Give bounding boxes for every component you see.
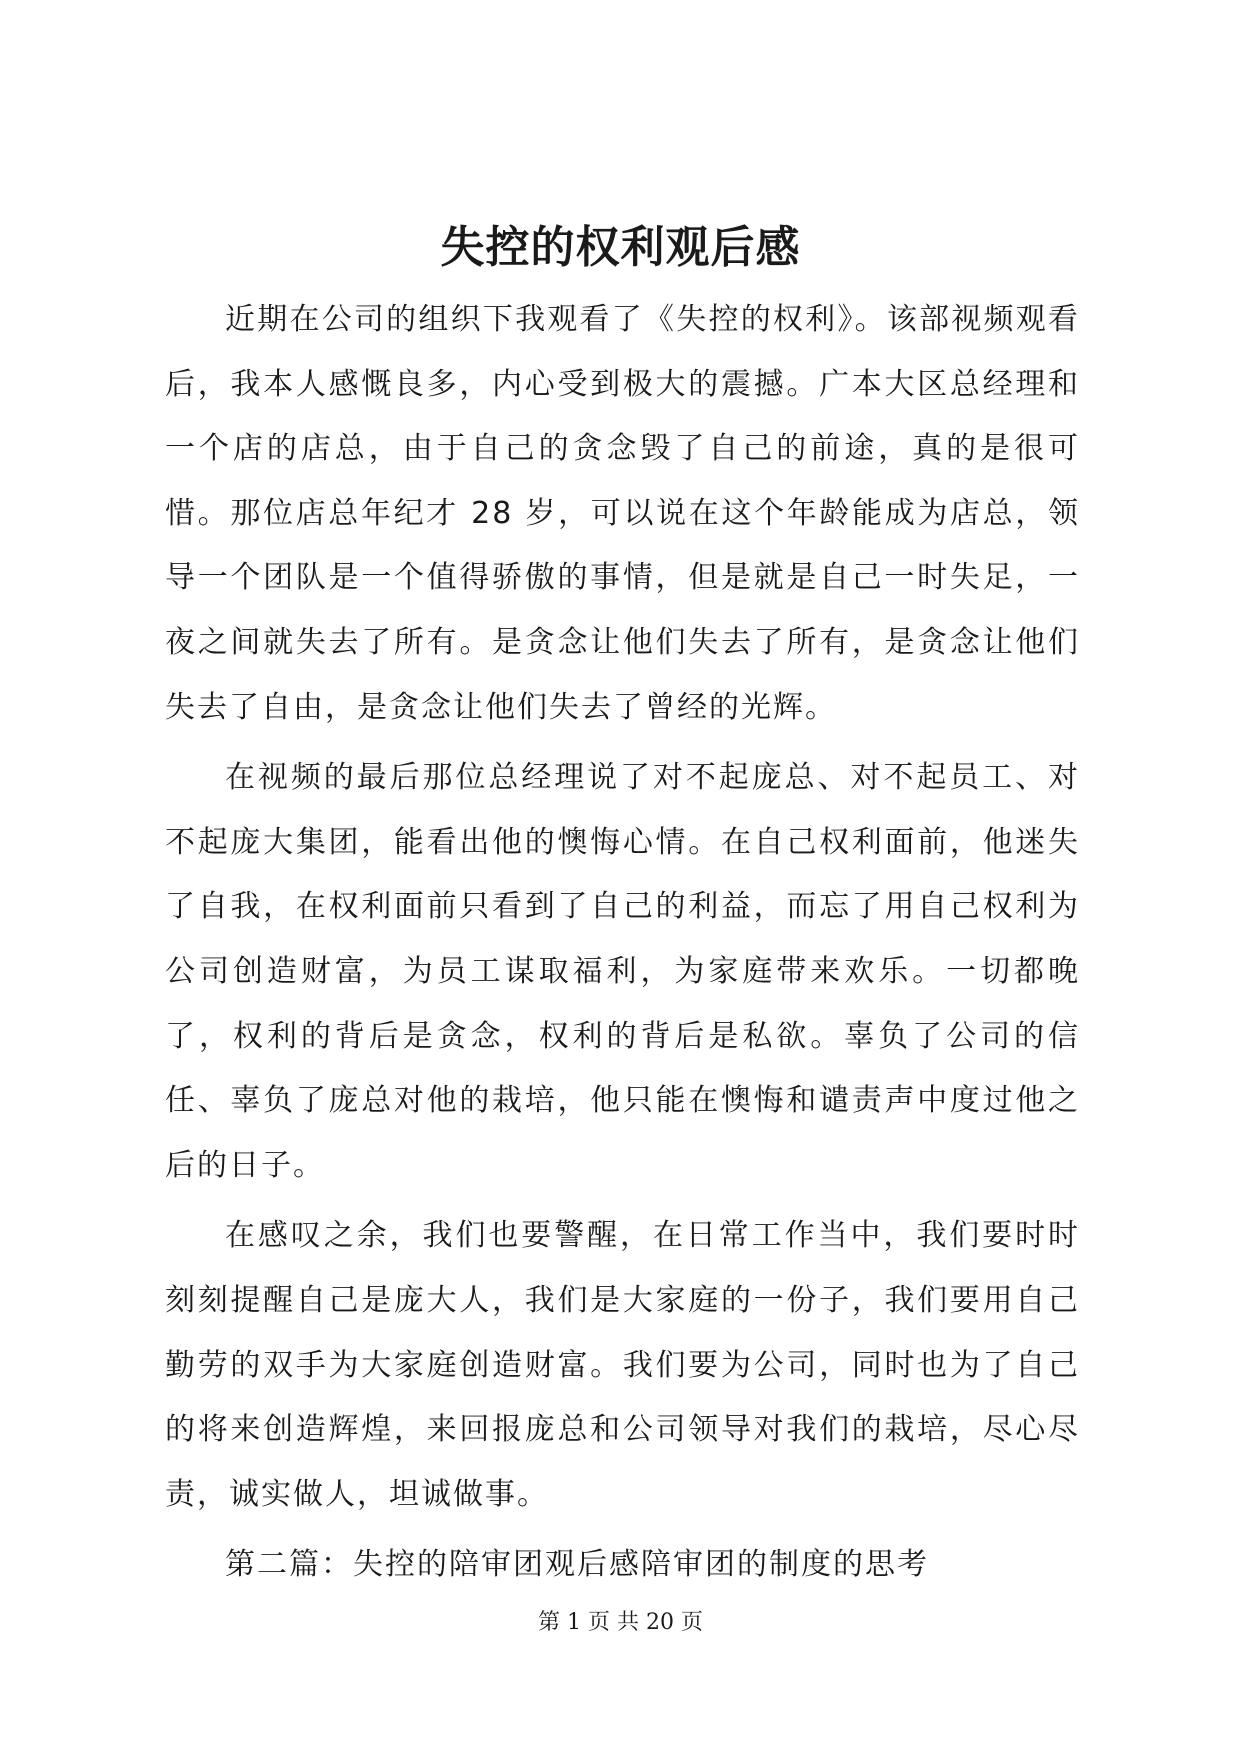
page-footer: 第 1 页 共 20 页 (538, 1610, 703, 1635)
paragraph-2: 在视频的最后那位总经理说了对不起庞总、对不起员工、对不起庞大集团，能看出他的懊悔心情。在自己权利面前，他迷失了自我，在权利面前只看到了自己的利益，而忘了用自己权利为公司创造财富，为员工谋取福利，为家庭带来欢乐。一切都晚了，权利的背后是贪念，权利的背后是私欲。辜负了公司的信任、辜负了庞总对他的栽培，他只能在懊悔和谴责声中度过他之后的日子。 (165, 760, 1080, 1183)
document-body (165, 288, 1080, 1604)
paragraph-3: 在感叹之余，我们也要警醒，在日常工作当中，我们要时时刻刻提醒自己是庞大人，我们是大家庭的一份子，我们要用自己勤劳的双手为大家庭创造财富。我们要为公司，同时也为了自己的将来创造辉煌，来回报庞总和公司领导对我们的栽培，尽心尽责，诚实做人，坦诚做事。 (165, 1218, 1080, 1512)
paragraph-1: 近期在公司的组织下我观看了《失控的权利》。该部视频观看后，我本人感慨良多，内心受到极大的震撼。广本大区总经理和一个店的店总，由于自己的贪念毁了自己的前途，真的是很可惜。那位店总年纪才 28 岁，可以说在这个年龄能成为店总，领导一个团队是一个值得骄傲的事情，但是就是自己一时失足，一夜之间就失去了所有。是贪念让他们失去了所有，是贪念让他们失去了自由，是贪念让他们失去了曾经的光辉。 (165, 302, 1080, 725)
document-title: 失控的权利观后感 (440, 222, 801, 273)
paragraph-4-heading: 第二篇：失控的陪审团观后感陪审团的制度的思考 (225, 1547, 929, 1583)
